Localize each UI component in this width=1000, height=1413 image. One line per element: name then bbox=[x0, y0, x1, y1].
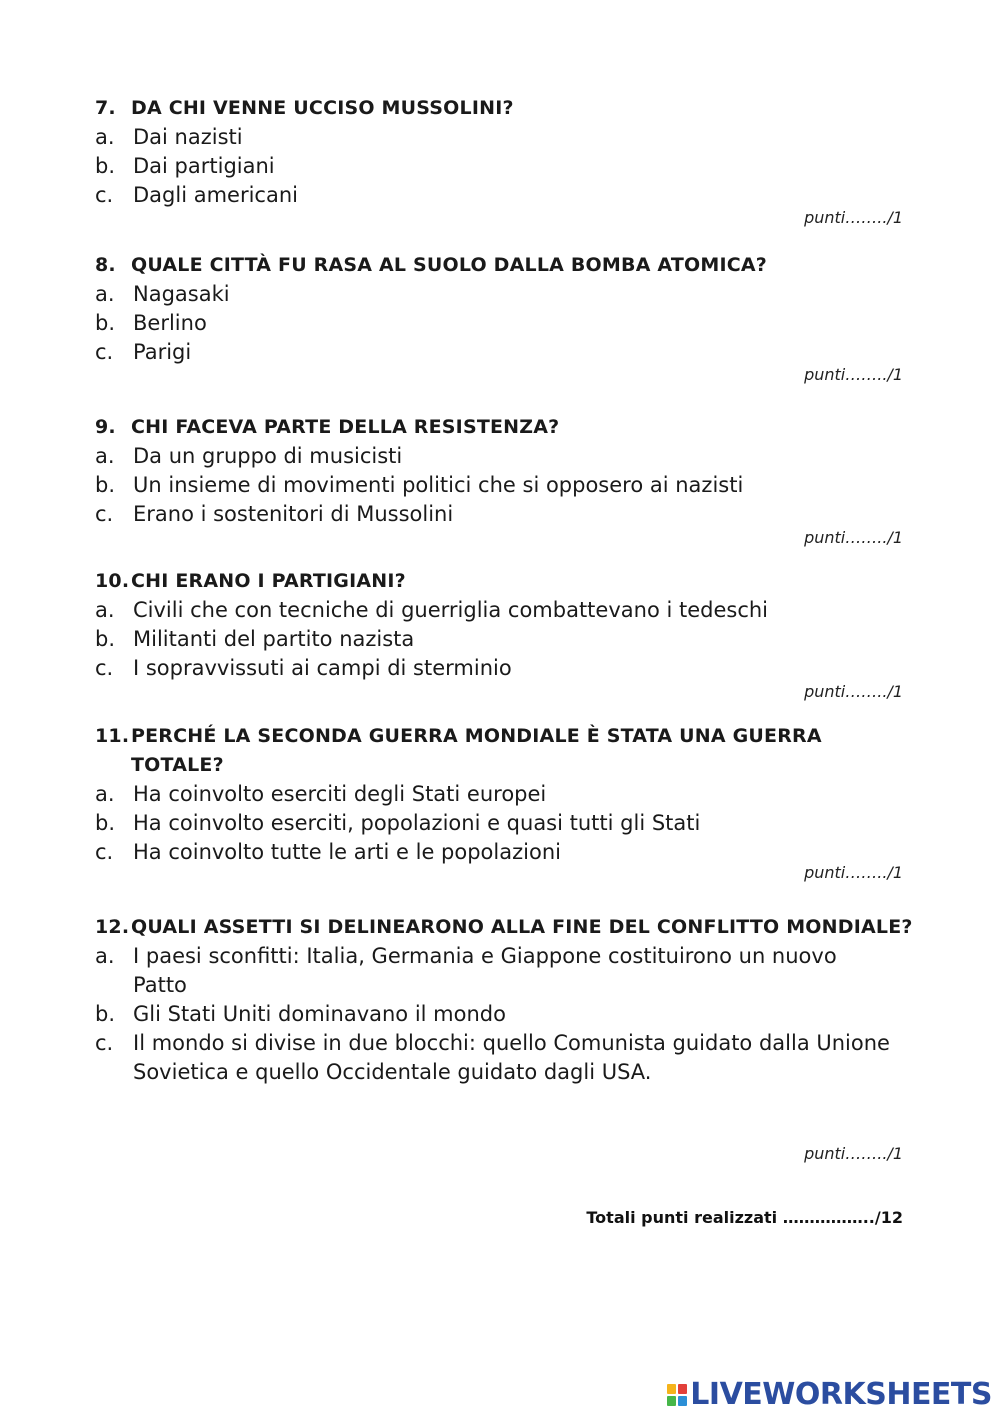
logo-text: LIVEWORKSHEETS bbox=[690, 1377, 992, 1412]
score-10: punti……../1 bbox=[804, 682, 903, 701]
option-a[interactable] bbox=[95, 280, 915, 309]
option-text: Ha coinvolto tutte le arti e le popolazioni bbox=[133, 840, 561, 864]
option-letter: c. bbox=[95, 840, 114, 864]
question-text: QUALI ASSETTI SI DELINEARONO ALLA FINE DEL CONFLITTO MONDIALE? bbox=[131, 916, 913, 938]
option-c[interactable] bbox=[95, 181, 915, 210]
option-letter: b. bbox=[95, 811, 116, 835]
option-text: Un insieme di movimenti politici che si opposero ai nazisti bbox=[133, 473, 744, 497]
question-title bbox=[95, 413, 915, 442]
question-number: 10. bbox=[95, 570, 130, 592]
option-b[interactable] bbox=[95, 809, 915, 838]
option-letter: b. bbox=[95, 311, 116, 335]
option-text: I sopravvissuti ai campi di sterminio bbox=[133, 656, 512, 680]
option-text: Militanti del partito nazista bbox=[133, 627, 415, 651]
option-letter: c. bbox=[95, 502, 114, 526]
option-text: Berlino bbox=[133, 311, 207, 335]
option-text: Dai partigiani bbox=[133, 154, 275, 178]
option-text: Da un gruppo di musicisti bbox=[133, 444, 403, 468]
question-number: 7. bbox=[95, 97, 116, 119]
option-text: Gli Stati Uniti dominavano il mondo bbox=[133, 1002, 506, 1026]
question-number: 12. bbox=[95, 916, 130, 938]
score-8: punti……../1 bbox=[804, 365, 903, 384]
score-9: punti……../1 bbox=[804, 528, 903, 547]
option-b[interactable] bbox=[95, 471, 915, 500]
total-score: Totali punti realizzati ……………../12 bbox=[586, 1208, 903, 1227]
score-7: punti……../1 bbox=[804, 208, 903, 227]
logo-cell bbox=[678, 1396, 687, 1406]
score-12: punti……../1 bbox=[804, 1144, 903, 1163]
option-text: Civili che con tecniche di guerriglia combattevano i tedeschi bbox=[133, 598, 769, 622]
option-a[interactable] bbox=[95, 442, 915, 471]
question-number: 9. bbox=[95, 416, 116, 438]
option-c[interactable] bbox=[95, 838, 915, 867]
question-title bbox=[95, 913, 915, 942]
option-text: Dai nazisti bbox=[133, 125, 243, 149]
question-number: 11. bbox=[95, 725, 130, 747]
question-8 bbox=[95, 251, 915, 367]
question-number: 8. bbox=[95, 254, 116, 276]
option-b[interactable] bbox=[95, 309, 915, 338]
option-text: Il mondo si divise in due blocchi: quello Comunista guidato dalla Unione Sovietica e quello Occidentale guidato dagli USA. bbox=[133, 1031, 890, 1084]
option-letter: a. bbox=[95, 125, 115, 149]
option-a[interactable] bbox=[95, 123, 915, 152]
option-text: Erano i sostenitori di Mussolini bbox=[133, 502, 454, 526]
question-title bbox=[95, 94, 915, 123]
question-10 bbox=[95, 567, 915, 683]
option-letter: c. bbox=[95, 656, 114, 680]
option-letter: a. bbox=[95, 444, 115, 468]
option-letter: c. bbox=[95, 183, 114, 207]
option-c[interactable] bbox=[95, 654, 915, 683]
option-text: Dagli americani bbox=[133, 183, 298, 207]
option-text: Nagasaki bbox=[133, 282, 230, 306]
option-letter: b. bbox=[95, 627, 116, 651]
logo-cell bbox=[667, 1384, 676, 1394]
question-12 bbox=[95, 913, 915, 1087]
logo-cell bbox=[678, 1384, 687, 1394]
option-letter: a. bbox=[95, 944, 115, 968]
option-text: Parigi bbox=[133, 340, 192, 364]
option-a[interactable] bbox=[95, 780, 915, 809]
option-text: Ha coinvolto eserciti degli Stati europei bbox=[133, 782, 547, 806]
option-letter: a. bbox=[95, 598, 115, 622]
score-11: punti……../1 bbox=[804, 863, 903, 882]
question-title bbox=[95, 251, 915, 280]
option-text: I paesi sconfitti: Italia, Germania e Giappone costituirono un nuovo Patto bbox=[133, 944, 837, 997]
option-letter: a. bbox=[95, 782, 115, 806]
liveworksheets-logo bbox=[667, 1377, 992, 1412]
question-text: QUALE CITTÀ FU RASA AL SUOLO DALLA BOMBA ATOMICA? bbox=[131, 254, 768, 276]
option-c[interactable] bbox=[95, 1029, 915, 1087]
option-letter: b. bbox=[95, 473, 116, 497]
option-c[interactable] bbox=[95, 338, 915, 367]
question-text: DA CHI VENNE UCCISO MUSSOLINI? bbox=[131, 97, 514, 119]
option-letter: a. bbox=[95, 282, 115, 306]
question-text: CHI FACEVA PARTE DELLA RESISTENZA? bbox=[131, 416, 560, 438]
question-title bbox=[95, 567, 915, 596]
option-letter: c. bbox=[95, 340, 114, 364]
question-text: PERCHÉ LA SECONDA GUERRA MONDIALE È STATA UNA GUERRA TOTALE? bbox=[131, 725, 822, 776]
question-title bbox=[95, 722, 915, 780]
option-b[interactable] bbox=[95, 625, 915, 654]
question-text: CHI ERANO I PARTIGIANI? bbox=[131, 570, 406, 592]
question-9 bbox=[95, 413, 915, 529]
option-a[interactable] bbox=[95, 596, 915, 625]
logo-grid-icon bbox=[667, 1384, 687, 1406]
question-11 bbox=[95, 722, 915, 867]
option-a[interactable] bbox=[95, 942, 915, 1000]
option-text: Ha coinvolto eserciti, popolazioni e quasi tutti gli Stati bbox=[133, 811, 701, 835]
question-7 bbox=[95, 94, 915, 210]
option-letter: c. bbox=[95, 1031, 114, 1055]
option-b[interactable] bbox=[95, 152, 915, 181]
option-c[interactable] bbox=[95, 500, 915, 529]
option-b[interactable] bbox=[95, 1000, 915, 1029]
logo-cell bbox=[667, 1396, 676, 1406]
option-letter: b. bbox=[95, 154, 116, 178]
option-letter: b. bbox=[95, 1002, 116, 1026]
